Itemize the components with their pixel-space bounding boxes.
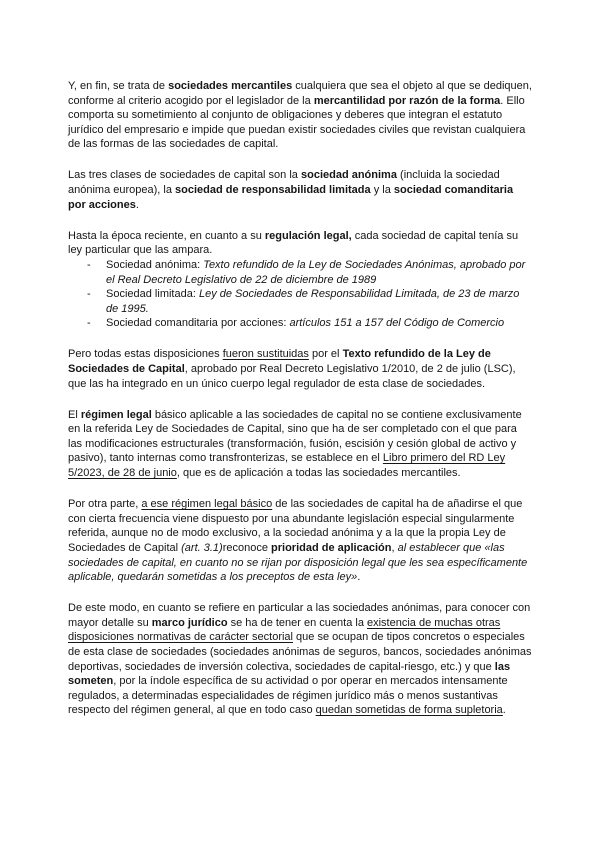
text-run: . Ello comporta su sometimiento al conjunto de obligaciones y deberes que integran el estatuto jurídico del empresario e impide que puedan existir sociedades civiles que revistan cualquiera de las formas de las sociedades de capital. (68, 94, 526, 151)
list-item (68, 316, 533, 331)
list-item (68, 287, 533, 316)
text-run: Pero todas estas disposiciones (68, 348, 223, 361)
paragraph-regimen-legal (68, 408, 533, 481)
text-run: Texto refundido de la Ley de Sociedades de Capital (68, 348, 491, 375)
text-run: El (68, 408, 81, 421)
paragraph-lsc (68, 347, 533, 391)
text-run: . (357, 571, 361, 584)
text-run: , por la índole específica de su actividad o por operar en mercados intensamente regulados, a determinadas especialidades de régimen jurídico más o menos sustantivas respecto del régimen general, al que en todo caso (68, 675, 508, 717)
text-run: básico aplicable a las sociedades de capital no se contiene exclusivamente en la referida Ley de Sociedades de Capital, sino que ha de ser completado con el que para las modificaciones estructurales (transformación, fusión, escisión y cesión global de activo y pasivo), tanto internas como transfronterizas, se establece en el (68, 408, 522, 465)
paragraph-intro-mercantiles (68, 79, 533, 152)
text-run: sociedad anónima (300, 169, 397, 182)
list-bullet: - (87, 288, 91, 301)
law-list (68, 258, 533, 331)
text-run: De este modo, en cuanto se refiere en particular a las sociedades anónimas, para conocer con mayor detalle su (68, 602, 531, 629)
text-run: sociedad comanditaria por acciones (68, 184, 514, 211)
text-run: . (135, 198, 139, 211)
text-run: de las sociedades de capital ha de añadirse el que con cierta frecuencia viene dispuesto por una abundante legislación especial singularmente referida, aunque no de modo exclusivo, a la sociedad anónima y a la que la propia Ley de Sociedades de Capital (68, 498, 523, 554)
text-run: sociedad de responsabilidad limitada (175, 184, 371, 197)
text-run: (art. 3.1) (181, 541, 223, 554)
text-run: Y, en fin, se trata de (68, 80, 169, 92)
text-run: cada sociedad de capital tenía su ley particular que las ampara. (68, 229, 519, 257)
text-run: las someten (68, 660, 511, 688)
paragraph-marco-juridico (68, 601, 533, 718)
text-run: Por otra parte, (68, 498, 142, 511)
text-run: Ley de Sociedades de Responsabilidad Limitada, de 23 de marzo de 1995. (106, 288, 520, 315)
text-run: , aprobado por Real Decreto Legislativo 1/2010, de 2 de julio (LSC), que las ha integrado en un único cuerpo legal regulador de esta clase de sociedades. (68, 363, 516, 390)
text-run: mercantilidad por razón de la forma (313, 94, 501, 107)
text-run: fueron sustituidas (222, 348, 309, 361)
text-run: Texto refundido de la Ley de Sociedades Anónimas, aprobado por el Real Decreto Legislativo de 22 de diciembre de 1989 (106, 258, 526, 286)
text-run: Hasta la época reciente, en cuanto a su (68, 229, 265, 242)
text-run: regulación legal, (264, 229, 352, 242)
text-run: que se ocupan de tipos concretos o especiales de esta clase de sociedades (sociedades anónimas de seguros, bancos, sociedades anónimas deportivas, sociedades de inversión colectiva, sociedades de capital-riesgo, etc.) y que (68, 631, 532, 673)
text-run: a ese régimen legal básico (141, 498, 273, 511)
text-run: (incluida la sociedad anónima europea), la (68, 169, 500, 197)
text-run: Las tres clases de sociedades de capital son la (68, 169, 301, 182)
text-run: . (502, 704, 506, 717)
text-run: al establecer que «las sociedades de capital, en cuanto no se rijan por disposición legal que les sea específicamente aplicable, quedarán sometidas a los preceptos de esta ley» (68, 541, 528, 584)
text-run: existencia de muchas otras disposiciones normativas de carácter sectorial (68, 616, 501, 644)
list-bullet: - (87, 317, 91, 330)
text-run: , que es de aplicación a todas las sociedades mercantiles. (176, 467, 461, 480)
text-run: Sociedad comanditaria por acciones: (106, 317, 290, 330)
paragraph-three-classes (68, 168, 533, 212)
text-run: marco jurídico (151, 616, 228, 629)
text-run: por el (308, 348, 343, 361)
text-run: sociedades mercantiles (168, 80, 293, 92)
paragraph-prioridad-aplicacion (68, 497, 533, 585)
text-run: régimen legal (80, 408, 152, 421)
text-run: Sociedad anónima: (106, 258, 204, 271)
text-run: quedan sometidas de forma supletoria (315, 704, 503, 717)
list-item (68, 258, 533, 287)
text-run: se ha de tener en cuenta la (227, 616, 367, 629)
text-run: artículos 151 a 157 del Código de Comercio (289, 317, 505, 330)
text-run: Libro primero del RD Ley 5/2023, de 28 de junio (68, 452, 506, 480)
text-run: , (391, 541, 398, 554)
paragraph-regulacion-legal (68, 229, 533, 258)
text-run: Sociedad limitada: (106, 288, 199, 301)
text-run: reconoce (222, 541, 272, 554)
list-bullet: - (87, 258, 91, 271)
text-run: cualquiera que sea el objeto al que se dediquen, conforme al criterio acogido por el legislador de la (68, 80, 532, 107)
text-run: y la (370, 184, 394, 197)
text-run: prioridad de aplicación (271, 541, 392, 554)
